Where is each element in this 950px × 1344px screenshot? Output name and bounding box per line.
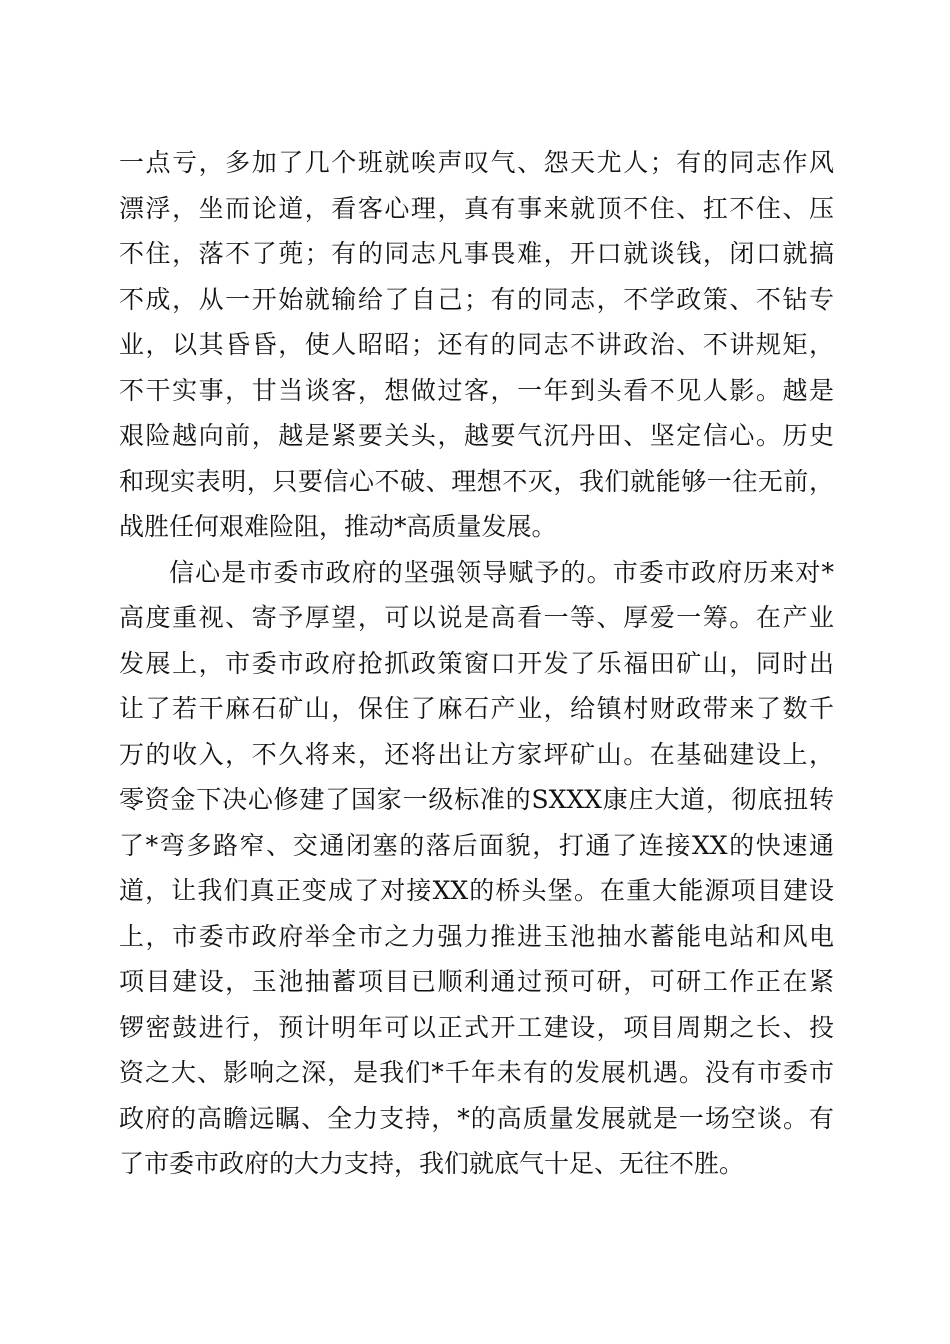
text-line: 不住，落不了蔸；有的同志凡事畏难，开口就谈钱，闭口就搞 bbox=[119, 239, 834, 268]
paragraph-2 bbox=[119, 550, 834, 1187]
text-line: 政府的高瞻远瞩、全力支持，*的高质量发展就是一场空谈。有 bbox=[119, 1103, 834, 1133]
paragraph-1 bbox=[119, 140, 834, 550]
text-line: 战胜任何艰难险阻，推动*高质量发展。 bbox=[119, 512, 557, 541]
text-line: 万的收入，不久将来，还将出让方家坪矿山。在基础建设上， bbox=[119, 739, 834, 769]
text-line: 发展上，市委市政府抢抓政策窗口开发了乐福田矿山，同时出 bbox=[119, 648, 834, 678]
text-line: 上，市委市政府举全市之力强力推进玉池抽水蓄能电站和风电 bbox=[119, 921, 834, 951]
text-line: 锣密鼓进行，预计明年可以正式开工建设，项目周期之长、投 bbox=[119, 1012, 834, 1042]
text-line: 项目建设，玉池抽蓄项目已顺利通过预可研，可研工作正在紧 bbox=[119, 967, 834, 996]
text-line: 漂浮，坐而论道，看客心理，真有事来就顶不住、扛不住、压 bbox=[119, 193, 834, 223]
text-line: 艰险越向前，越是紧要关头，越要气沉丹田、坚定信心。历史 bbox=[119, 421, 834, 450]
text-line: 不干实事，甘当谈客，想做过客，一年到头看不见人影。越是 bbox=[119, 375, 834, 405]
document-body bbox=[119, 140, 834, 1187]
text-line: 了市委市政府的大力支持，我们就底气十足、无往不胜。 bbox=[119, 1149, 745, 1178]
text-line: 道，让我们真正变成了对接XX的桥头堡。在重大能源项目建设 bbox=[119, 876, 834, 905]
text-line: 了*弯多路窄、交通闭塞的落后面貌，打通了连接XX的快速通 bbox=[119, 830, 834, 860]
text-line: 让了若干麻石矿山，保住了麻石产业，给镇村财政带来了数千 bbox=[119, 694, 834, 723]
text-line: 一点亏，多加了几个班就唉声叹气、怨天尤人；有的同志作风 bbox=[119, 148, 834, 177]
text-line: 不成，从一开始就输给了自己；有的同志，不学政策、不钻专 bbox=[119, 284, 834, 314]
text-line: 资之大、影响之深，是我们*千年未有的发展机遇。没有市委市 bbox=[119, 1058, 834, 1087]
text-line: 业，以其昏昏，使人昭昭；还有的同志不讲政治、不讲规矩， bbox=[119, 330, 834, 359]
text-line: 高度重视、寄予厚望，可以说是高看一等、厚爱一筹。在产业 bbox=[119, 603, 834, 632]
text-line: 和现实表明，只要信心不破、理想不灭，我们就能够一往无前， bbox=[119, 466, 834, 496]
text-line: 零资金下决心修建了国家一级标准的SXXX康庄大道，彻底扭转 bbox=[119, 785, 834, 814]
text-line: 信心是市委市政府的坚强领导赋予的。市委市政府历来对* bbox=[169, 557, 834, 587]
